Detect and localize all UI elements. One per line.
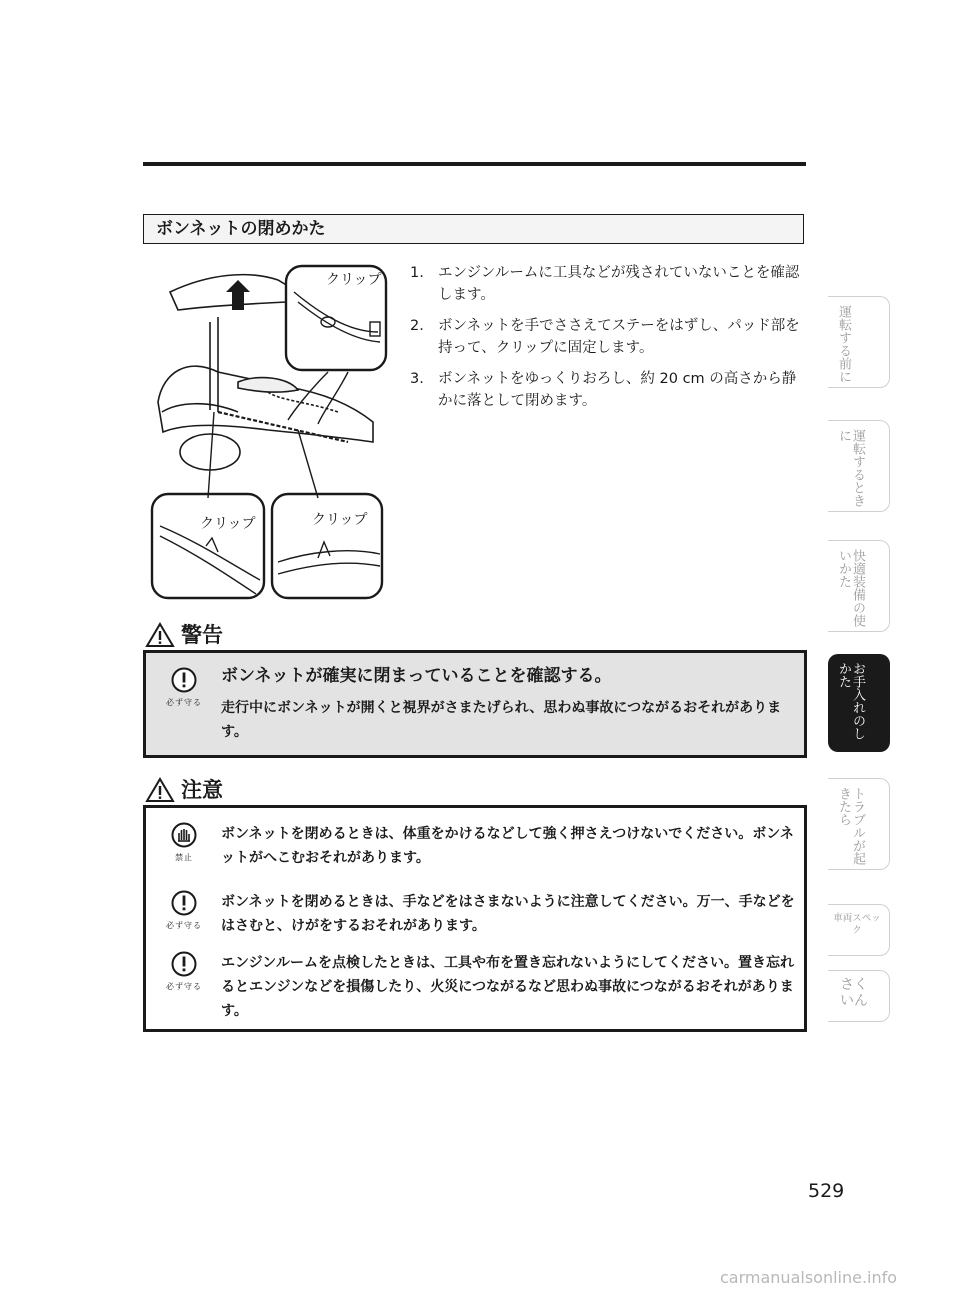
- exclamation-circle-icon: [171, 951, 197, 977]
- watermark: carmanualsonline.info: [720, 1268, 898, 1287]
- warning-triangle-icon: [145, 622, 175, 648]
- step-item: [410, 368, 806, 412]
- warning-title: [145, 620, 223, 650]
- step-text: エンジンルームに工具などが残されていないことを確認します。: [438, 265, 800, 303]
- symbol-label: 禁止: [175, 853, 193, 862]
- symbol-label: 必ず守る: [166, 921, 202, 930]
- page-number: 529: [808, 1180, 845, 1202]
- tab-label: トラブルが起きたら: [836, 787, 865, 865]
- tab-label: さくいん: [840, 977, 868, 1009]
- step-item: [410, 315, 806, 359]
- tab-comfort-features[interactable]: [828, 540, 890, 632]
- tab-label: 快適装備の使いかた: [836, 549, 865, 627]
- warning-heading: ボンネットが確実に閉まっていることを確認する。: [221, 666, 612, 686]
- symbol-label: 必ず守る: [166, 698, 202, 707]
- prohibited-symbol: [164, 822, 204, 863]
- tab-troubleshooting[interactable]: [828, 778, 890, 870]
- step-text: ボンネットをゆっくりおろし、約 20 cm の高さから静かに落として閉めます。: [438, 371, 797, 409]
- clip-label-top: クリップ: [326, 272, 382, 288]
- section-heading: ボンネットの閉めかた: [143, 214, 804, 244]
- step-number: 3.: [410, 371, 424, 387]
- tab-label: 運転するときに: [836, 429, 865, 507]
- bonnet-illustration: [148, 262, 393, 602]
- caution-title: [145, 775, 223, 805]
- mandatory-symbol: [164, 951, 204, 992]
- symbol-label: 必ず守る: [166, 982, 202, 991]
- warning-box: [143, 650, 807, 758]
- tab-before-driving[interactable]: [828, 296, 890, 388]
- caution-title-text: 注意: [181, 778, 223, 802]
- warning-title-text: 警告: [181, 623, 223, 647]
- mandatory-symbol: [164, 890, 204, 931]
- prohibited-hand-icon: [171, 822, 197, 848]
- step-number: 2.: [410, 318, 424, 334]
- clip-label-bottom-right: クリップ: [312, 512, 368, 528]
- caution-item: ボンネットを閉めるときは、体重をかけるなどして強く押さえつけないでください。ボンネットがへこむおそれがあります。: [221, 826, 794, 866]
- tab-index[interactable]: [828, 970, 890, 1022]
- caution-triangle-icon: [145, 777, 175, 803]
- tab-while-driving[interactable]: [828, 420, 890, 512]
- step-number: 1.: [410, 265, 424, 281]
- bonnet-outline: [170, 275, 288, 310]
- tab-label: お手入れのしかた: [836, 662, 865, 740]
- tab-maintenance[interactable]: [828, 654, 890, 752]
- warning-body: 走行中にボンネットが開くと視界がさまたげられ、思わぬ事故につながるおそれがあります。: [221, 700, 782, 740]
- clip-inset-top: [286, 266, 386, 370]
- procedure-steps: [410, 262, 806, 421]
- mandatory-symbol: [164, 667, 204, 708]
- clip-inset-bottom-left: [152, 494, 264, 598]
- exclamation-circle-icon: [171, 667, 197, 693]
- exclamation-circle-icon: [171, 890, 197, 916]
- clip-label-bottom-left: クリップ: [200, 516, 256, 532]
- caution-item: ボンネットを閉めるときは、手などをはさまないように注意してください。万一、手などをはさむと、けがをするおそれがあります。: [221, 894, 795, 934]
- caution-item: エンジンルームを点検したときは、工具や布を置き忘れないようにしてください。置き忘れるとエンジンなどを損傷したり、火災につながるなど思わぬ事故につながるおそれがあります。: [221, 955, 794, 1019]
- tab-label: 車両スペック: [833, 913, 881, 936]
- tab-label: 運転する前に: [836, 305, 851, 383]
- tab-vehicle-specs[interactable]: [828, 904, 890, 956]
- top-rule: [143, 162, 806, 166]
- step-item: [410, 262, 806, 306]
- clip-inset-bottom-right: [272, 494, 382, 598]
- step-text: ボンネットを手でささえてステーをはずし、パッド部を持って、クリップに固定します。: [438, 318, 800, 356]
- caution-box: [143, 805, 807, 1032]
